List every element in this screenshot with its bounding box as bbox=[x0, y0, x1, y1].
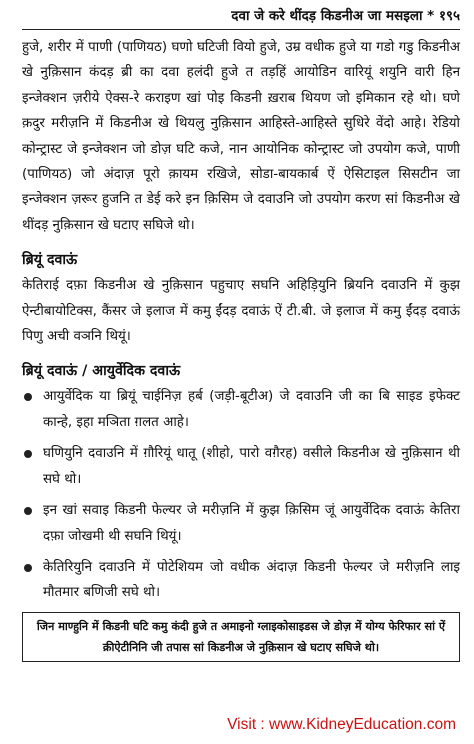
list-item-text: केतिरियुनि दवाउनि में पोटेशियम जो वधीक अंदाज़ किडनी फेल्यर जे मरीज़नि लाइ मौतमार बणिजी सघे थो। bbox=[43, 559, 460, 601]
bullet-icon bbox=[24, 393, 32, 401]
footer-website-link[interactable]: Visit : www.KidneyEducation.com bbox=[227, 716, 456, 733]
running-header bbox=[22, 6, 460, 24]
other-medicines-paragraph: केतिराई दफ़ा किडनीअ खे नुक़िसान पहुचाए सघनि अहिड़ियुनि ब्रियनि दवाउनि में कुझ ऐन्टीबायोटिक्स, कैंसर जे इलाज में कमु ईंदड़ दवाऊं ऐं टी.बी. जे इलाज में कमु ईंदड़ दवाऊं पिणु अची वञनि थियूं। bbox=[22, 278, 460, 345]
list-item bbox=[22, 555, 460, 606]
intro-paragraph: हुजे, शरीर में पाणी (पाणियठ) घणो घटिजी वियो हुजे, उम्र वधीक हुजे या गडो गडु किडनीअ खे नुक़िसान कंदड़ ब्री का दवा हलंदी हुजे त तड़हिं आयोडिन वारियूं शयुनि वारी हिन इन्जेक्शन ज़रीये ऐक्स-रे कराइण खां पोइ किडनी ख़राब थियण जो इमिकान रहे थो। घणे क़दुर मरीज़नि में किडनीअ खे थियलु नुक़िसान आहिस्ते-आहिस्ते सुधिरे वेंदो आहे। रेडियो कोन्ट्रास्ट जे इन्जेक्शन जो डोज़ घटि कजे, नान आयोनिक कोन्ट्रास्ट जो उपयोग कजे, पाणी (पाणियठ) जो अंदाज़ पूरो क़ायम रखिजे, सोडा-बायकार्ब ऐं ऐसिटाइल सिसटीन जा इन्जेक्शन ज़रूर हुजनि त डेई करे इन क़िसिम जे दवाउनि जो उपयोग करण सां किडनीअ खे थींदड़ नुक़िसान खे घटाए सघिजे थो। bbox=[22, 40, 460, 233]
bullet-icon bbox=[24, 564, 32, 572]
page-content bbox=[22, 35, 460, 662]
header-separator: * bbox=[427, 8, 435, 24]
ayurvedic-bullet-list bbox=[22, 384, 460, 605]
list-item bbox=[22, 441, 460, 492]
list-item-text: इन खां सवाइ किडनी फेल्यर जे मरीज़नि में कुझ क़िसिम जूं आयुर्वेदिक दवाऊं केतिरा दफ़ा जोखमी थी सघनि थियूं। bbox=[43, 503, 460, 544]
section-heading-other-medicines: ब्रियूं दवाऊं bbox=[22, 252, 78, 269]
list-item bbox=[22, 384, 460, 435]
page-number: १९५ bbox=[438, 8, 460, 24]
bullet-icon bbox=[24, 507, 32, 515]
running-title: दवा जे करे थींदड़ किडनीअ जा मसइला bbox=[231, 8, 423, 24]
header-rule bbox=[22, 29, 460, 30]
note-box: जिन माण्हुनि में किडनी घटि कमु कंदी हुजे त अमाइनो ग्लाइकोसाइडस जे डोज़ में योग्य फेरिफार सां ऐं क्रीऐटीनिनि जी तपास सां किडनीअ जे नुक़िसान खे घटाए सघिजे थो। bbox=[22, 612, 460, 662]
list-item-text: आयुर्वेदिक या ब्रियूं चाईनिज़ हर्ब (जड़ी-बूटीअ) जे दवाउनि जी का बि साइड इफेक्ट कान्हे, इहा मञिता ग़लत आहे। bbox=[43, 389, 460, 430]
list-item-text: घणियुनि दवाउनि में ग़ौरियूं धातू (शीहो, पारो वग़ैरह) वसीले किडनीअ खे नुक़िसान थी सघे थो। bbox=[43, 446, 460, 487]
section-heading-ayurvedic-medicines: ब्रियूं दवाऊं / आयुर्वेदिक दवाऊं bbox=[22, 363, 181, 380]
list-item bbox=[22, 498, 460, 549]
bullet-icon bbox=[24, 450, 32, 458]
